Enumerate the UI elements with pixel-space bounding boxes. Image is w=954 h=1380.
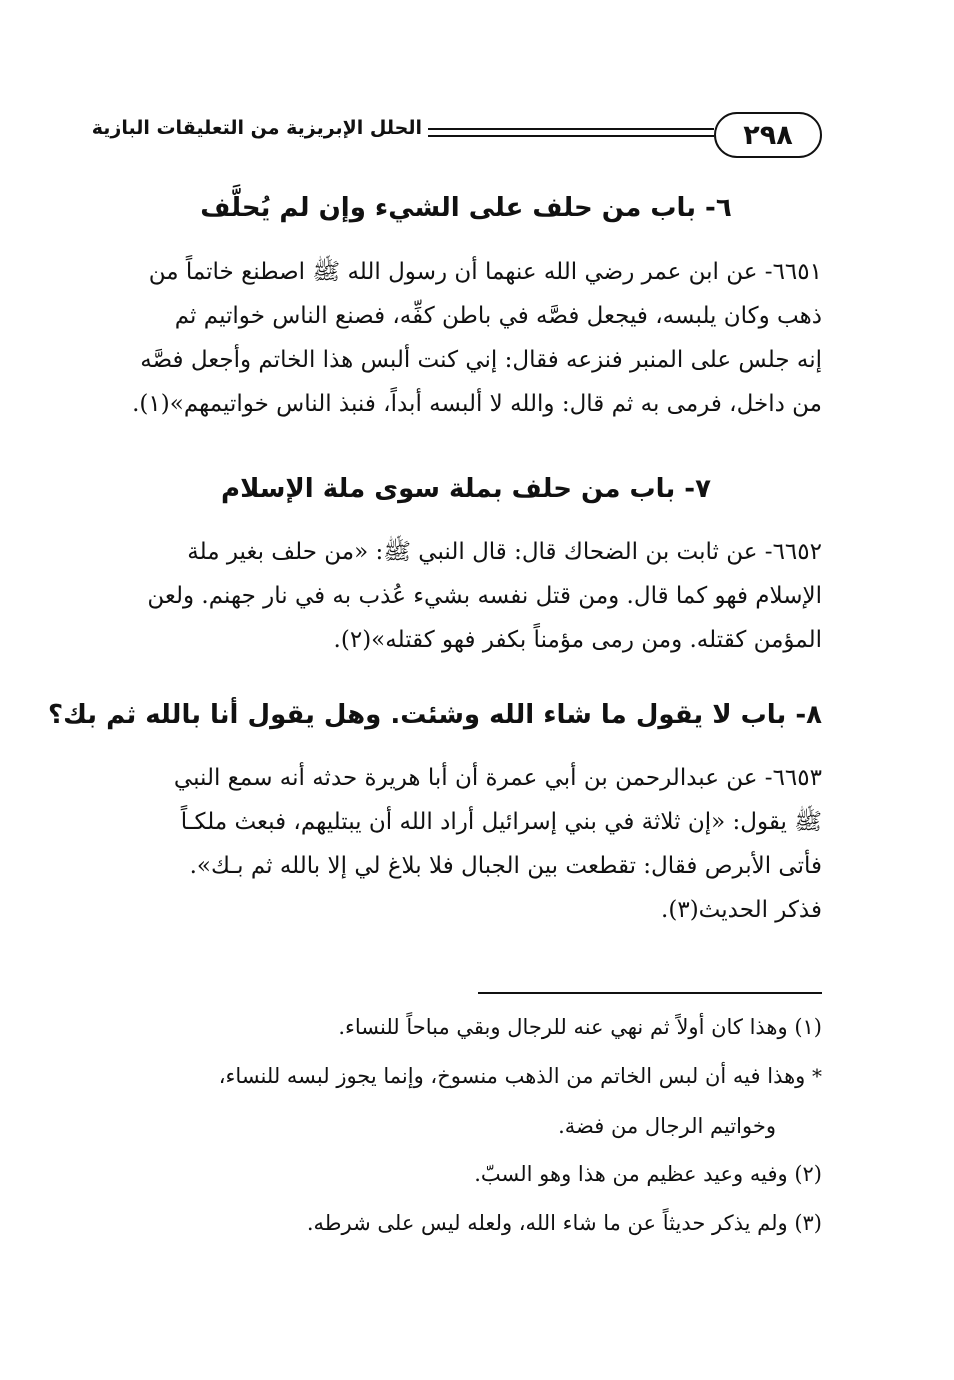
footnote-3: (٣) ولم يذكر حديثاً عن ما شاء الله، ولعله ليس على شرطه.	[306, 1211, 822, 1235]
text-line: فأتى الأبرص فقال: تقطعت بين الجبال فلا بلاغ لي إلا بالله ثم بـك».	[189, 853, 822, 879]
running-title: الحلل الإبريزية من التعليقات البازية	[91, 117, 422, 139]
text-line: ٦٦٥٣- عن عبدالرحمن بن أبي عمرة أن أبا هريرة حدثه أنه سمع النبي	[173, 765, 822, 791]
section-title-6: ٦- باب من حلف على الشيء وإن لم يُحلَّف	[200, 193, 732, 223]
text-line: فذكر الحديث(٣).	[661, 897, 822, 923]
page-number: ٢٩٨	[714, 112, 822, 158]
footnote-note-text: وهذا فيه أن لبس الخاتم من الذهب منسوخ، وإنما يجوز لبسه للنساء،	[218, 1064, 806, 1088]
text-line: ذهب وكان يلبسه، فيجعل فصَّه في باطن كفِّه، فصنع الناس خواتيم ثم	[174, 303, 822, 329]
section-title-8: ٨- باب لا يقول ما شاء الله وشئت. وهل يقول أنا بالله ثم بك؟	[47, 700, 822, 730]
text-line: ٦٦٥١- عن ابن عمر رضي الله عنهما أن رسول الله ﷺ اصطنع خاتماً من	[148, 259, 822, 285]
text-line: من داخل، فرمى به ثم قال: والله لا ألبسه أبداً، فنبذ الناس خواتيمهم»(١).	[132, 391, 822, 417]
text-line: الإسلام فهو كما قال. ومن قتل نفسه بشيء عُذب به في نار جهنم. ولعن	[147, 583, 822, 609]
text-line: إنه جلس على المنبر فنزعه فقال: إني كنت ألبس هذا الخاتم وأجعل فصَّه	[140, 347, 822, 373]
page-header	[91, 112, 822, 162]
hadith-6651	[110, 250, 822, 426]
footnote-separator	[478, 992, 822, 994]
asterisk-marker: *	[812, 1064, 822, 1088]
hadith-6653	[110, 756, 822, 932]
header-double-rule	[428, 128, 714, 137]
text-line: المؤمن كقتله. ومن رمى مؤمناً بكفر فهو كقتله»(٢).	[333, 627, 822, 653]
text-line: ٦٦٥٢- عن ثابت بن الضحاك قال: قال النبي ﷺ: «من حلف بغير ملة	[187, 539, 822, 565]
footnote-2: (٢) وفيه وعيد عظيم من هذا وهو السبّ.	[474, 1162, 822, 1186]
text-line: ﷺ يقول: «إن ثلاثة في بني إسرائيل أراد الله أن يبتليهم، فبعث ملكـاً	[180, 809, 822, 835]
footnote-1-note-cont: وخواتيم الرجال من فضة.	[558, 1114, 776, 1138]
section-title-7: ٧- باب من حلف بملة سوى ملة الإسلام	[221, 474, 711, 504]
footnote-1: (١) وهذا كان أولاً ثم نهي عنه للرجال وبقي مباحاً للنساء.	[338, 1015, 822, 1039]
hadith-6652	[110, 530, 822, 662]
footnote-1-note	[110, 1060, 822, 1092]
